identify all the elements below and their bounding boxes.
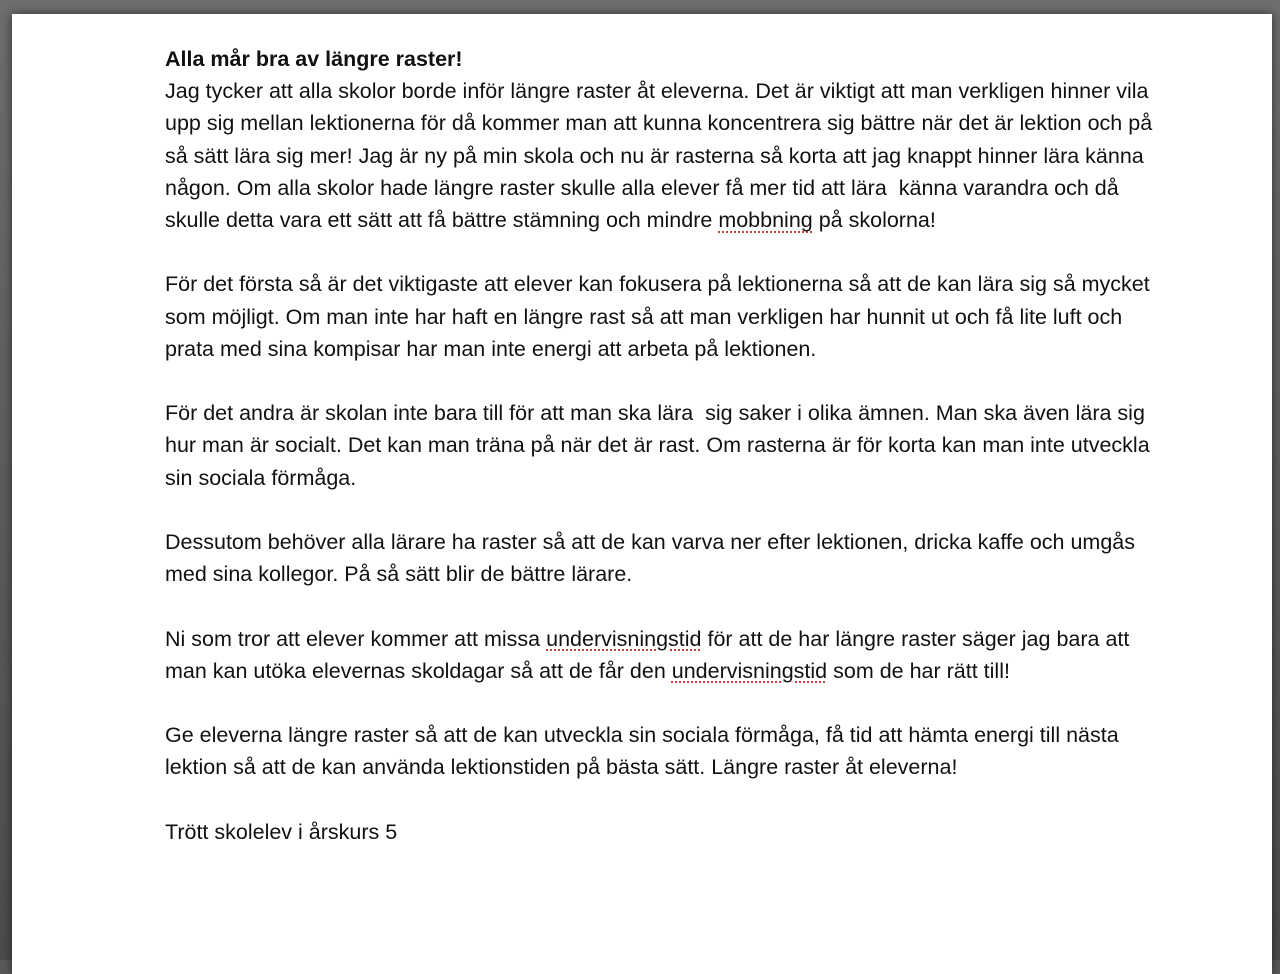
- paragraph-counter-text-c: som de har rätt till!: [827, 658, 1010, 683]
- misspelled-word[interactable]: mobbning: [718, 208, 813, 233]
- misspelled-word[interactable]: undervisningstid: [671, 658, 828, 683]
- document-title: Alla mår bra av längre raster!: [165, 47, 463, 71]
- document-body[interactable]: [165, 43, 1175, 848]
- paragraph-intro: [165, 75, 1175, 236]
- paragraph-counter-text-a: Ni som tror att elever kommer att missa: [165, 626, 547, 651]
- paragraph-second-argument: För det andra är skolan inte bara till för att man ska lära sig saker i olika ämnen. Man ska även lära sig hur man är socialt. Det kan man träna på när det är rast. Om rasterna är för korta kan man inte utveckla sin sociala förmåga.: [165, 401, 1156, 490]
- signature: Trött skolelev i årskurs 5: [165, 819, 398, 844]
- document-page[interactable]: [12, 14, 1272, 974]
- paragraph-teachers: Dessutom behöver alla lärare ha raster så att de kan varva ner efter lektionen, dricka kaffe och umgås med sina kollegor. På så sätt blir de bättre lärare.: [165, 530, 1141, 587]
- paragraph-first-argument: För det första så är det viktigaste att elever kan fokusera på lektionerna så att de kan lära sig så mycket som möjligt. Om man inte har haft en längre rast så att man verkligen har hunnit ut och få lite luft och prata med sina kompisar har man inte energi att arbeta på lektionen.: [165, 272, 1156, 361]
- paragraph-counter-text-b: för att de har längre raster säger jag bara att man kan utöka elevernas skoldagar så att de får den: [165, 626, 1136, 683]
- paragraph-intro-end: på skolorna!: [812, 208, 936, 233]
- paragraph-conclusion: Ge eleverna längre raster så att de kan utveckla sin sociala förmåga, få tid att hämta energi till nästa lektion så att de kan använda lektionstiden på bästa sätt. Längre raster åt eleverna!: [165, 723, 1125, 780]
- paragraph-counterargument: [165, 623, 1175, 687]
- misspelled-word[interactable]: undervisningstid: [546, 626, 702, 651]
- paragraph-intro-text: Jag tycker att alla skolor borde inför längre raster åt eleverna. Det är viktigt att man verkligen hinner vila upp sig mellan lektionerna för då kommer man att kunna koncentrera sig bättre när det är lektion och på så sätt lära sig mer! Jag är ny på min skola och nu är rasterna så korta att jag knappt hinner lära känna någon. Om alla skolor hade längre raster skulle alla elever få mer tid att lära känna varandra och då skulle detta vara ett sätt att få bättre stämning och mindre: [165, 79, 1159, 233]
